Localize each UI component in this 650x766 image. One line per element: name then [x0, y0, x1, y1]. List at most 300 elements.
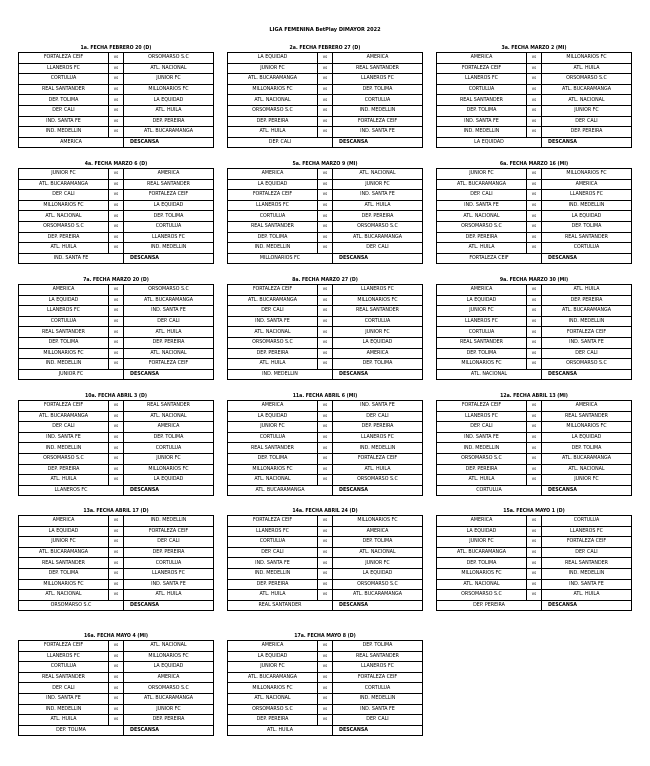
match-row: [437, 579, 632, 590]
vs-label: vs: [318, 359, 333, 370]
fixture-table: [227, 284, 423, 380]
match-row: [19, 704, 214, 715]
home-team: DEP. TOLIMA: [19, 337, 109, 348]
away-team: CORTULUA: [333, 95, 423, 106]
round-block: [18, 44, 214, 148]
bye-label: DESCANSA: [124, 137, 214, 148]
vs-label: vs: [109, 432, 124, 443]
bye-row: [19, 253, 214, 264]
match-row: [19, 190, 214, 201]
vs-label: vs: [109, 221, 124, 232]
away-team: DEP. CALI: [124, 316, 214, 327]
match-row: [19, 558, 214, 569]
match-row: [19, 590, 214, 601]
round-title: 15a. FECHA MAYO 1 (D): [503, 508, 565, 514]
round-block: [18, 160, 214, 264]
vs-label: vs: [318, 232, 333, 243]
bye-label: DESCANSA: [333, 600, 423, 611]
away-team: LA EQUIDAD: [542, 432, 632, 443]
home-team: IND. SANTA FE: [19, 693, 109, 704]
bye-row: [437, 137, 632, 148]
vs-label: vs: [318, 537, 333, 548]
away-team: JUNIOR FC: [124, 453, 214, 464]
home-team: LA EQUIDAD: [228, 411, 318, 422]
vs-label: vs: [318, 243, 333, 254]
away-team: ATL. HUILA: [124, 590, 214, 601]
match-row: [19, 422, 214, 433]
home-team: ATL. NACIONAL: [19, 590, 109, 601]
away-team: ATL. HUILA: [124, 105, 214, 116]
home-team: DEP. TOLIMA: [19, 568, 109, 579]
away-team: IND. MEDELLIN: [333, 443, 423, 454]
home-team: IND. SANTA FE: [437, 116, 527, 127]
vs-label: vs: [109, 169, 124, 180]
match-row: [437, 63, 632, 74]
home-team: DEP. TOLIMA: [228, 453, 318, 464]
match-row: [228, 84, 423, 95]
vs-label: vs: [318, 568, 333, 579]
home-team: ATL. HUILA: [228, 590, 318, 601]
bye-team: LA EQUIDAD: [437, 137, 542, 148]
away-team: ORSOMARSO S.C: [333, 475, 423, 486]
match-row: [19, 662, 214, 673]
away-team: DEP. PEREIRA: [124, 116, 214, 127]
round-title: 17a. FECHA MAYO 8 (D): [294, 633, 356, 639]
away-team: AMERICA: [542, 179, 632, 190]
vs-label: vs: [318, 105, 333, 116]
vs-label: vs: [109, 200, 124, 211]
match-row: [19, 84, 214, 95]
home-team: ATL. BUCARAMANGA: [437, 547, 527, 558]
match-row: [19, 232, 214, 243]
vs-label: vs: [527, 63, 542, 74]
home-team: ATL. HUILA: [437, 475, 527, 486]
vs-label: vs: [527, 200, 542, 211]
vs-label: vs: [318, 526, 333, 537]
vs-label: vs: [318, 116, 333, 127]
match-row: [228, 348, 423, 359]
fixture-table: [18, 284, 214, 380]
match-row: [228, 306, 423, 317]
vs-label: vs: [109, 84, 124, 95]
home-team: IND. MEDELLIN: [19, 443, 109, 454]
away-team: IND. SANTA FE: [333, 401, 423, 412]
vs-label: vs: [318, 179, 333, 190]
away-team: LA EQUIDAD: [124, 475, 214, 486]
away-team: IND. SANTA FE: [542, 579, 632, 590]
round-block: [436, 507, 632, 611]
vs-label: vs: [527, 169, 542, 180]
match-row: [228, 683, 423, 694]
away-team: DEP. TOLIMA: [333, 537, 423, 548]
vs-label: vs: [318, 715, 333, 726]
away-team: AMERICA: [333, 348, 423, 359]
home-team: REAL SANTANDER: [19, 84, 109, 95]
home-team: ORSOMARSO S.C: [437, 590, 527, 601]
away-team: JUNIOR FC: [333, 179, 423, 190]
match-row: [437, 190, 632, 201]
home-team: DEP. CALI: [19, 422, 109, 433]
match-row: [228, 221, 423, 232]
match-row: [19, 641, 214, 652]
match-row: [19, 453, 214, 464]
bye-team: LLANEROS FC: [19, 485, 124, 496]
match-row: [19, 651, 214, 662]
away-team: IND. SANTA FE: [333, 190, 423, 201]
away-team: ATL. BUCARAMANGA: [333, 232, 423, 243]
vs-label: vs: [527, 579, 542, 590]
match-row: [437, 200, 632, 211]
away-team: JUNIOR FC: [333, 558, 423, 569]
bye-team: JUNIOR FC: [19, 369, 124, 380]
match-row: [228, 105, 423, 116]
match-row: [228, 95, 423, 106]
round-title: 1a. FECHA FEBRERO 20 (D): [80, 45, 152, 51]
home-team: DEP. CALI: [19, 683, 109, 694]
bye-team: MILLONARIOS FC: [228, 253, 333, 264]
home-team: CORTULUA: [437, 84, 527, 95]
round-title: 13a. FECHA ABRIL 17 (D): [83, 508, 149, 514]
match-row: [437, 453, 632, 464]
vs-label: vs: [109, 127, 124, 138]
match-row: [19, 516, 214, 527]
vs-label: vs: [109, 411, 124, 422]
vs-label: vs: [109, 590, 124, 601]
away-team: DEP. CALI: [542, 348, 632, 359]
home-team: CORTULUA: [228, 432, 318, 443]
vs-label: vs: [318, 579, 333, 590]
away-team: ATL. BUCARAMANGA: [542, 453, 632, 464]
home-team: IND. MEDELLIN: [19, 704, 109, 715]
match-row: [228, 116, 423, 127]
fixture-table: [436, 52, 632, 148]
match-row: [228, 127, 423, 138]
away-team: DEP. PEREIRA: [333, 422, 423, 433]
vs-label: vs: [318, 169, 333, 180]
home-team: FORTALEZA CEIF: [19, 53, 109, 64]
away-team: DEP. PEREIRA: [124, 337, 214, 348]
bye-team: FORTALEZA CEIF: [437, 253, 542, 264]
home-team: IND. MEDELLIN: [19, 127, 109, 138]
vs-label: vs: [109, 537, 124, 548]
away-team: FORTALEZA CEIF: [124, 359, 214, 370]
vs-label: vs: [318, 74, 333, 85]
home-team: DEP. PEREIRA: [228, 116, 318, 127]
away-team: DEP. TOLIMA: [542, 221, 632, 232]
home-team: CORTULUA: [19, 662, 109, 673]
match-row: [19, 327, 214, 338]
vs-label: vs: [527, 127, 542, 138]
vs-label: vs: [318, 590, 333, 601]
bye-label: DESCANSA: [542, 137, 632, 148]
away-team: FORTALEZA CEIF: [124, 190, 214, 201]
vs-label: vs: [527, 537, 542, 548]
home-team: MILLONARIOS FC: [19, 579, 109, 590]
vs-label: vs: [109, 401, 124, 412]
away-team: IND. MEDELLIN: [124, 516, 214, 527]
home-team: REAL SANTANDER: [437, 337, 527, 348]
match-row: [437, 169, 632, 180]
bye-team: REAL SANTANDER: [228, 600, 333, 611]
fixture-table: [18, 515, 214, 611]
home-team: LA EQUIDAD: [19, 526, 109, 537]
match-row: [437, 443, 632, 454]
match-row: [228, 558, 423, 569]
vs-label: vs: [109, 568, 124, 579]
vs-label: vs: [318, 693, 333, 704]
away-team: CORTULUA: [124, 221, 214, 232]
match-row: [228, 169, 423, 180]
vs-label: vs: [318, 704, 333, 715]
vs-label: vs: [527, 74, 542, 85]
vs-label: vs: [109, 232, 124, 243]
away-team: DEP. TOLIMA: [542, 443, 632, 454]
bye-label: DESCANSA: [542, 485, 632, 496]
vs-label: vs: [527, 179, 542, 190]
home-team: ATL. BUCARAMANGA: [228, 672, 318, 683]
away-team: ORSOMARSO S.C: [124, 53, 214, 64]
match-row: [228, 526, 423, 537]
home-team: ORSOMARSO S.C: [19, 221, 109, 232]
home-team: REAL SANTANDER: [228, 443, 318, 454]
away-team: LLANEROS FC: [333, 74, 423, 85]
round-title: 5a. FECHA MARZO 9 (MI): [292, 161, 358, 167]
match-row: [19, 179, 214, 190]
home-team: LLANEROS FC: [437, 411, 527, 422]
home-team: MILLONARIOS FC: [228, 84, 318, 95]
home-team: CORTULUA: [437, 327, 527, 338]
home-team: DEP. CALI: [437, 422, 527, 433]
vs-label: vs: [109, 348, 124, 359]
home-team: FORTALEZA CEIF: [228, 516, 318, 527]
away-team: CORTULUA: [124, 558, 214, 569]
home-team: REAL SANTANDER: [19, 327, 109, 338]
bye-team: AMERICA: [19, 137, 124, 148]
away-team: REAL SANTANDER: [124, 401, 214, 412]
away-team: ORSOMARSO S.C: [124, 285, 214, 296]
match-row: [228, 432, 423, 443]
away-team: ATL. NACIONAL: [333, 169, 423, 180]
bye-label: DESCANSA: [542, 253, 632, 264]
away-team: IND. SANTA FE: [333, 127, 423, 138]
vs-label: vs: [318, 211, 333, 222]
home-team: LA EQUIDAD: [437, 295, 527, 306]
match-row: [19, 316, 214, 327]
round-title: 10a. FECHA ABRIL 3 (D): [84, 393, 148, 399]
vs-label: vs: [527, 411, 542, 422]
match-row: [228, 715, 423, 726]
away-team: MILLONARIOS FC: [542, 422, 632, 433]
vs-label: vs: [527, 211, 542, 222]
home-team: FORTALEZA CEIF: [228, 285, 318, 296]
home-team: ATL. HUILA: [19, 715, 109, 726]
vs-label: vs: [109, 53, 124, 64]
home-team: ATL. BUCARAMANGA: [19, 179, 109, 190]
away-team: DEP. PEREIRA: [124, 715, 214, 726]
vs-label: vs: [318, 651, 333, 662]
vs-label: vs: [109, 662, 124, 673]
away-team: LLANEROS FC: [542, 190, 632, 201]
away-team: MILLONARIOS FC: [542, 53, 632, 64]
round-title: 4a. FECHA MARZO 6 (D): [84, 161, 148, 167]
round-block: [18, 632, 214, 736]
vs-label: vs: [318, 285, 333, 296]
away-team: IND. MEDELLIN: [542, 316, 632, 327]
home-team: IND. SANTA FE: [228, 558, 318, 569]
home-team: IND. MEDELLIN: [437, 443, 527, 454]
match-row: [437, 464, 632, 475]
vs-label: vs: [318, 337, 333, 348]
away-team: CORTULUA: [542, 243, 632, 254]
match-row: [437, 568, 632, 579]
round-block: [227, 276, 423, 380]
match-row: [19, 672, 214, 683]
match-row: [228, 693, 423, 704]
bye-row: [437, 253, 632, 264]
round-block: [436, 160, 632, 264]
home-team: JUNIOR FC: [228, 662, 318, 673]
away-team: ATL. NACIONAL: [542, 464, 632, 475]
away-team: DEP. PEREIRA: [542, 295, 632, 306]
match-row: [228, 641, 423, 652]
home-team: JUNIOR FC: [19, 537, 109, 548]
match-row: [437, 105, 632, 116]
match-row: [19, 243, 214, 254]
match-row: [19, 169, 214, 180]
away-team: REAL SANTANDER: [542, 411, 632, 422]
home-team: MILLONARIOS FC: [19, 348, 109, 359]
bye-team: DEP. CALI: [228, 137, 333, 148]
away-team: LLANEROS FC: [333, 432, 423, 443]
home-team: LA EQUIDAD: [228, 179, 318, 190]
round-title: 7a. FECHA MARZO 20 (D): [83, 277, 149, 283]
bye-label: DESCANSA: [124, 600, 214, 611]
home-team: ATL. NACIONAL: [228, 693, 318, 704]
vs-label: vs: [109, 558, 124, 569]
away-team: MILLONARIOS FC: [333, 516, 423, 527]
away-team: JUNIOR FC: [124, 74, 214, 85]
bye-team: DEP. PEREIRA: [437, 600, 542, 611]
match-row: [19, 127, 214, 138]
vs-label: vs: [318, 672, 333, 683]
away-team: ORSOMARSO S.C: [542, 359, 632, 370]
away-team: IND. SANTA FE: [124, 579, 214, 590]
home-team: JUNIOR FC: [437, 169, 527, 180]
home-team: DEP. TOLIMA: [19, 95, 109, 106]
match-row: [228, 316, 423, 327]
home-team: ORSOMARSO S.C: [19, 453, 109, 464]
away-team: FORTALEZA CEIF: [124, 526, 214, 537]
match-row: [19, 683, 214, 694]
away-team: AMERICA: [542, 401, 632, 412]
vs-label: vs: [109, 704, 124, 715]
away-team: DEP. CALI: [333, 243, 423, 254]
vs-label: vs: [527, 306, 542, 317]
bye-row: [437, 485, 632, 496]
match-row: [228, 211, 423, 222]
away-team: DEP. CALI: [333, 715, 423, 726]
home-team: MILLONARIOS FC: [437, 359, 527, 370]
home-team: ATL. NACIONAL: [228, 327, 318, 338]
home-team: MILLONARIOS FC: [19, 200, 109, 211]
match-row: [228, 200, 423, 211]
home-team: LLANEROS FC: [228, 526, 318, 537]
away-team: AMERICA: [124, 422, 214, 433]
match-row: [19, 221, 214, 232]
bye-team: DEP. TOLIMA: [19, 725, 124, 736]
vs-label: vs: [527, 568, 542, 579]
home-team: ORSOMARSO S.C: [437, 221, 527, 232]
bye-row: [228, 600, 423, 611]
home-team: AMERICA: [19, 516, 109, 527]
home-team: ATL. BUCARAMANGA: [228, 295, 318, 306]
home-team: DEP. TOLIMA: [437, 558, 527, 569]
bye-team: ATL. HUILA: [228, 725, 333, 736]
match-row: [19, 105, 214, 116]
match-row: [228, 285, 423, 296]
away-team: ATL. NACIONAL: [333, 547, 423, 558]
match-row: [228, 295, 423, 306]
match-row: [228, 537, 423, 548]
vs-label: vs: [109, 74, 124, 85]
vs-label: vs: [109, 526, 124, 537]
home-team: CORTULUA: [228, 211, 318, 222]
fixture-table: [436, 168, 632, 264]
bye-row: [19, 725, 214, 736]
match-row: [228, 179, 423, 190]
round-block: [18, 392, 214, 496]
home-team: LA EQUIDAD: [228, 651, 318, 662]
vs-label: vs: [318, 662, 333, 673]
match-row: [228, 704, 423, 715]
match-row: [228, 53, 423, 64]
vs-label: vs: [527, 221, 542, 232]
match-row: [437, 306, 632, 317]
vs-label: vs: [109, 95, 124, 106]
home-team: CORTULUA: [19, 74, 109, 85]
match-row: [437, 327, 632, 338]
bye-row: [437, 369, 632, 380]
home-team: JUNIOR FC: [437, 306, 527, 317]
vs-label: vs: [318, 443, 333, 454]
match-row: [437, 432, 632, 443]
away-team: ATL. HUILA: [542, 285, 632, 296]
bye-team: IND. SANTA FE: [19, 253, 124, 264]
vs-label: vs: [318, 127, 333, 138]
home-team: JUNIOR FC: [228, 422, 318, 433]
bye-row: [19, 600, 214, 611]
round-block: [227, 507, 423, 611]
match-row: [19, 537, 214, 548]
home-team: IND. SANTA FE: [437, 200, 527, 211]
home-team: FORTALEZA CEIF: [228, 190, 318, 201]
vs-label: vs: [318, 516, 333, 527]
vs-label: vs: [318, 348, 333, 359]
home-team: AMERICA: [228, 641, 318, 652]
round-title: 9a. FECHA MARZO 30 (MI): [499, 277, 569, 283]
away-team: REAL SANTANDER: [542, 232, 632, 243]
away-team: REAL SANTANDER: [333, 651, 423, 662]
home-team: MILLONARIOS FC: [228, 464, 318, 475]
vs-label: vs: [527, 516, 542, 527]
match-row: [437, 211, 632, 222]
home-team: ATL. BUCARAMANGA: [228, 74, 318, 85]
match-row: [437, 337, 632, 348]
away-team: IND. MEDELLIN: [333, 693, 423, 704]
match-row: [228, 475, 423, 486]
home-team: REAL SANTANDER: [19, 672, 109, 683]
away-team: FORTALEZA CEIF: [333, 453, 423, 464]
